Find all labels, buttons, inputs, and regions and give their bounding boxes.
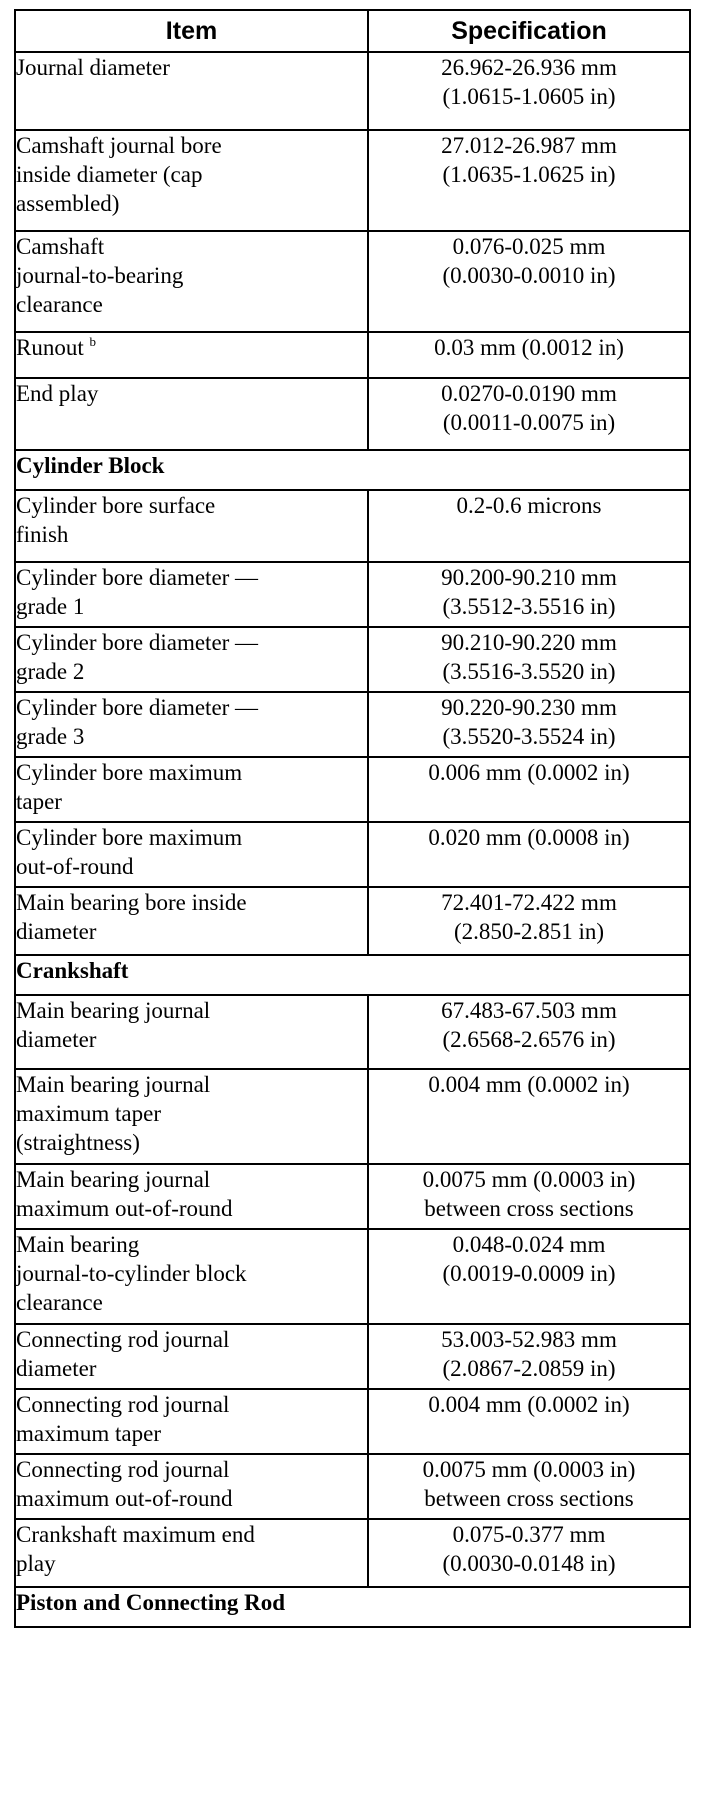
specification-text-line: (3.5512-3.5516 in) (442, 594, 616, 619)
item-text (16, 996, 367, 1025)
table-row (15, 1229, 690, 1324)
item-text (16, 563, 367, 592)
specification-text-line: 0.004 mm (0.0002 in) (428, 1072, 630, 1097)
item-text-line: journal-to-bearing (16, 263, 184, 288)
specification-cell (368, 887, 690, 955)
section-header-row (15, 1587, 690, 1627)
item-text (16, 1325, 367, 1354)
item-cell (15, 822, 368, 887)
specification-cell (368, 1164, 690, 1229)
item-text (16, 1165, 367, 1194)
item-text-line: Connecting rod journal (16, 1327, 230, 1352)
specification-cell (368, 490, 690, 562)
specification-text-line: (2.0867-2.0859 in) (442, 1356, 616, 1381)
table-row (15, 1519, 690, 1587)
section-title: Crankshaft (15, 955, 690, 995)
item-text (16, 758, 367, 787)
specification-text-line: 0.0075 mm (0.0003 in) (422, 1457, 636, 1482)
specification-text-line: 53.003-52.983 mm (441, 1327, 617, 1352)
item-text-line: grade 1 (16, 594, 85, 619)
specification-text-line: (3.5516-3.5520 in) (442, 659, 616, 684)
specification-cell (368, 692, 690, 757)
item-cell (15, 757, 368, 822)
item-text-line: taper (16, 789, 62, 814)
item-text (16, 1390, 367, 1419)
item-text (16, 1288, 367, 1317)
item-text (16, 917, 367, 946)
item-text-line: grade 2 (16, 659, 85, 684)
table-row (15, 995, 690, 1069)
specification-text-line: (0.0019-0.0009 in) (442, 1261, 616, 1286)
item-text (16, 232, 367, 261)
specification-text-line: (0.0030-0.0148 in) (442, 1551, 616, 1576)
item-text (16, 852, 367, 881)
item-text-line: diameter (16, 1356, 97, 1381)
item-text (16, 1099, 367, 1128)
item-text-line: Crankshaft maximum end (16, 1522, 255, 1547)
table-row (15, 757, 690, 822)
section-title: Piston and Connecting Rod (15, 1587, 690, 1627)
specification-cell (368, 1324, 690, 1389)
table-row (15, 52, 690, 130)
item-text (16, 160, 367, 189)
specification-text-line: (1.0635-1.0625 in) (442, 162, 616, 187)
item-text-line: Runout (16, 335, 90, 360)
item-cell (15, 1389, 368, 1454)
item-text-line: Cylinder bore surface (16, 493, 216, 518)
item-text (16, 722, 367, 751)
specification-text-line: 90.220-90.230 mm (441, 695, 617, 720)
table-header-row (15, 10, 690, 52)
table-row (15, 627, 690, 692)
item-text (16, 491, 367, 520)
table-row (15, 1454, 690, 1519)
item-text-line: Camshaft journal bore (16, 133, 222, 158)
item-text-line: (straightness) (16, 1130, 140, 1155)
item-text (16, 261, 367, 290)
specification-text-line: 90.210-90.220 mm (441, 630, 617, 655)
specification-text-line: 0.2-0.6 microns (456, 493, 602, 518)
table-row (15, 332, 690, 378)
item-text-line: inside diameter (cap (16, 162, 203, 187)
item-text (16, 823, 367, 852)
table-row (15, 887, 690, 955)
specification-text-line: 0.004 mm (0.0002 in) (428, 1392, 630, 1417)
item-cell (15, 995, 368, 1069)
item-text-line: assembled) (16, 191, 120, 216)
item-text-line: Main bearing journal (16, 1072, 211, 1097)
item-text-line: maximum out-of-round (16, 1196, 233, 1221)
column-header-item: Item (15, 10, 368, 52)
item-text (16, 1128, 367, 1157)
specification-text-line: 0.0270-0.0190 mm (441, 381, 617, 406)
specification-text-line: (1.0615-1.0605 in) (442, 84, 616, 109)
item-text-line: Main bearing journal (16, 998, 211, 1023)
item-text-line: maximum out-of-round (16, 1486, 233, 1511)
item-text (16, 1194, 367, 1223)
item-cell (15, 52, 368, 130)
item-text-line: Cylinder bore maximum (16, 760, 243, 785)
item-cell (15, 130, 368, 231)
table-row (15, 130, 690, 231)
item-text-line: diameter (16, 1027, 97, 1052)
item-cell (15, 1324, 368, 1389)
item-text (16, 657, 367, 686)
specification-text-line: (2.6568-2.6576 in) (442, 1027, 616, 1052)
item-text-line: Journal diameter (16, 55, 170, 80)
specification-cell (368, 1519, 690, 1587)
specification-text-line: 0.020 mm (0.0008 in) (428, 825, 630, 850)
item-cell (15, 490, 368, 562)
item-cell (15, 1164, 368, 1229)
specification-cell (368, 1389, 690, 1454)
item-text-line: grade 3 (16, 724, 85, 749)
specification-text-line: (2.850-2.851 in) (453, 919, 605, 944)
table-row (15, 692, 690, 757)
specification-text-line: 0.076-0.025 mm (452, 234, 606, 259)
item-text (16, 333, 367, 362)
table-row (15, 1069, 690, 1164)
item-text-line: maximum taper (16, 1101, 161, 1126)
section-header-row (15, 955, 690, 995)
specification-text-line: between cross sections (424, 1486, 634, 1511)
item-cell (15, 627, 368, 692)
item-text-line: Main bearing (16, 1232, 140, 1257)
specification-cell (368, 1454, 690, 1519)
item-text (16, 1025, 367, 1054)
item-cell (15, 1519, 368, 1587)
table-row (15, 231, 690, 332)
item-text-line: Main bearing bore inside (16, 890, 247, 915)
item-text-line: End play (16, 381, 99, 406)
specification-cell (368, 822, 690, 887)
item-text (16, 693, 367, 722)
specification-text-line: (3.5520-3.5524 in) (442, 724, 616, 749)
specification-text-line: 0.03 mm (0.0012 in) (434, 335, 624, 360)
item-text (16, 1259, 367, 1288)
item-text-line: journal-to-cylinder block (16, 1261, 247, 1286)
specification-text-line: between cross sections (424, 1196, 634, 1221)
item-text-line: Cylinder bore diameter — (16, 565, 259, 590)
table-row (15, 1389, 690, 1454)
item-text-line: Camshaft (16, 234, 105, 259)
item-text-line: Cylinder bore diameter — (16, 630, 259, 655)
table-row (15, 1164, 690, 1229)
specification-cell (368, 1069, 690, 1164)
table-row (15, 378, 690, 450)
item-text (16, 888, 367, 917)
item-text-line: clearance (16, 292, 103, 317)
item-text-line: out-of-round (16, 854, 134, 879)
item-text-line: Cylinder bore diameter — (16, 695, 259, 720)
specification-text-line: 26.962-26.936 mm (441, 55, 617, 80)
specification-cell (368, 627, 690, 692)
item-cell (15, 1229, 368, 1324)
item-text (16, 131, 367, 160)
item-text-line: diameter (16, 919, 97, 944)
specification-cell (368, 378, 690, 450)
specification-text-line: 0.0075 mm (0.0003 in) (422, 1167, 636, 1192)
item-cell (15, 231, 368, 332)
item-text-line: play (16, 1551, 56, 1576)
item-cell (15, 1069, 368, 1164)
specification-cell (368, 231, 690, 332)
item-text-line: Main bearing journal (16, 1167, 211, 1192)
specification-text-line: (0.0011-0.0075 in) (442, 410, 616, 435)
item-text-line: Connecting rod journal (16, 1457, 230, 1482)
item-text (16, 787, 367, 816)
item-text (16, 1455, 367, 1484)
specification-text-line: 0.048-0.024 mm (452, 1232, 606, 1257)
item-text (16, 1230, 367, 1259)
item-cell (15, 332, 368, 378)
section-title: Cylinder Block (15, 450, 690, 490)
item-text (16, 1354, 367, 1383)
specification-text-line: 90.200-90.210 mm (441, 565, 617, 590)
specification-cell (368, 332, 690, 378)
specification-text-line: (0.0030-0.0010 in) (442, 263, 616, 288)
item-text (16, 1070, 367, 1099)
specification-cell (368, 130, 690, 231)
specification-text-line: 67.483-67.503 mm (441, 998, 617, 1023)
item-text-line: Cylinder bore maximum (16, 825, 243, 850)
specification-table (14, 9, 691, 1628)
item-text (16, 379, 367, 408)
specification-text-line: 27.012-26.987 mm (441, 133, 617, 158)
specification-cell (368, 562, 690, 627)
item-text (16, 1484, 367, 1513)
item-cell (15, 887, 368, 955)
item-text (16, 592, 367, 621)
item-text-line: finish (16, 522, 69, 547)
specification-cell (368, 757, 690, 822)
item-text (16, 520, 367, 549)
specification-text-line: 0.006 mm (0.0002 in) (428, 760, 630, 785)
item-text (16, 628, 367, 657)
section-header-row (15, 450, 690, 490)
item-text (16, 53, 367, 82)
item-text (16, 290, 367, 319)
item-cell (15, 378, 368, 450)
table-row (15, 1324, 690, 1389)
specification-cell (368, 1229, 690, 1324)
table-body (15, 52, 690, 1627)
specification-cell (368, 52, 690, 130)
item-text (16, 1520, 367, 1549)
footnote-marker: b (89, 334, 96, 349)
specification-text-line: 72.401-72.422 mm (441, 890, 617, 915)
item-text (16, 189, 367, 218)
item-cell (15, 562, 368, 627)
item-text (16, 1419, 367, 1448)
table-row (15, 562, 690, 627)
table-row (15, 822, 690, 887)
item-cell (15, 692, 368, 757)
item-cell (15, 1454, 368, 1519)
item-text-line: clearance (16, 1290, 103, 1315)
specification-text-line: 0.075-0.377 mm (452, 1522, 606, 1547)
column-header-specification: Specification (368, 10, 690, 52)
table-row (15, 490, 690, 562)
item-text-line: maximum taper (16, 1421, 161, 1446)
item-text-line: Connecting rod journal (16, 1392, 230, 1417)
specification-cell (368, 995, 690, 1069)
item-text (16, 1549, 367, 1578)
